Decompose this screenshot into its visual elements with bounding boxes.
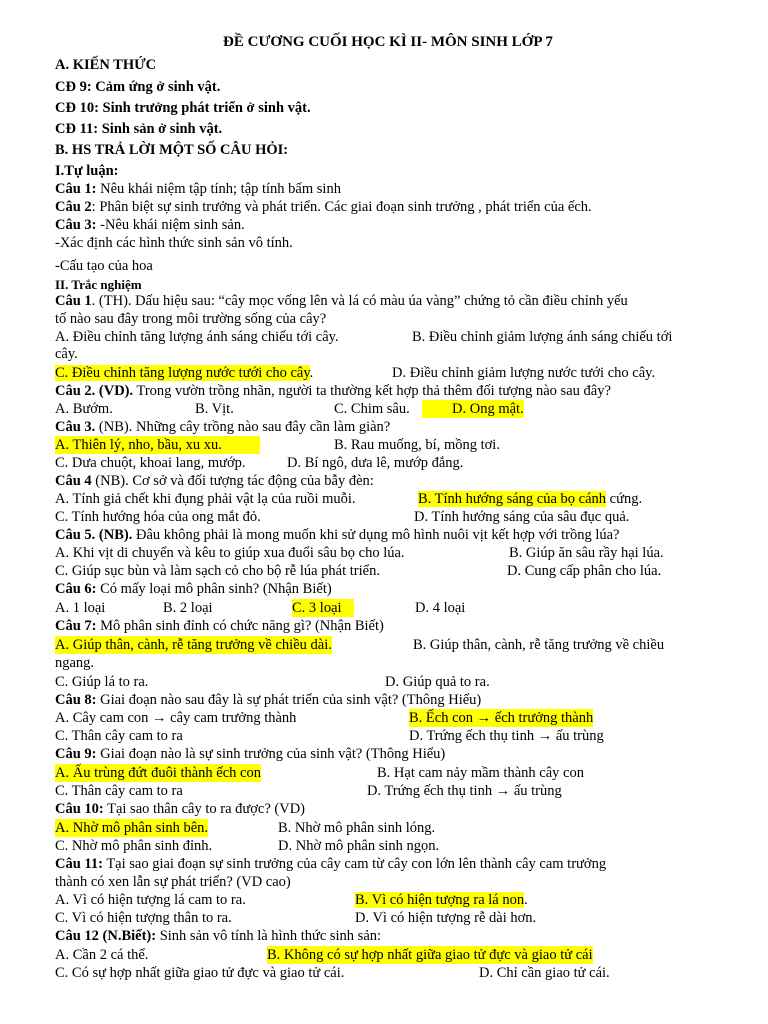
mcq-q7-text: Mô phân sinh đỉnh có chức năng gì? (Nhận Biết) bbox=[96, 618, 384, 634]
essay-q3-part-b: -Xác định các hình thức sinh sản vô tính. bbox=[55, 235, 293, 251]
mcq-q10 bbox=[55, 800, 305, 818]
mcq-q1-option-d: D. Điều chỉnh giảm lượng nước tưới cho cây. bbox=[392, 365, 656, 381]
mcq-q1-option-b: B. Điều chỉnh giảm lượng ánh sáng chiếu tới bbox=[412, 329, 673, 345]
mcq-q3-option-a: A. Thiên lý, nho, bầu, xu xu. bbox=[55, 436, 260, 454]
mcq-q5-options-ab bbox=[55, 544, 721, 562]
topic-cd11: CĐ 11: Sinh sản ở sinh vật. bbox=[55, 121, 223, 137]
mcq-q6-option-b: B. 2 loại bbox=[163, 600, 213, 616]
mcq-q2-option-d: D. Ong mật. bbox=[422, 400, 524, 418]
mcq-q11 bbox=[55, 855, 606, 873]
mcq-q2-label: Câu 2. (VD). bbox=[55, 383, 134, 399]
mcq-q4-text: (NB). Cơ sở và đối tượng tác động của bẫy đèn: bbox=[91, 473, 374, 489]
mcq-q4-option-b: B. Tính hướng sáng của bọ cánh bbox=[418, 491, 607, 507]
mcq-q9-text: Giai đoạn nào là sự sinh trưởng của sinh vật? (Thông Hiểu) bbox=[96, 746, 446, 762]
mcq-q6-option-a: A. 1 loại bbox=[55, 600, 106, 616]
mcq-q4-label: Câu 4 bbox=[55, 473, 92, 489]
mcq-q11-option-b-dot: . bbox=[524, 892, 528, 908]
mcq-q1-label: Câu 1 bbox=[55, 293, 92, 309]
mcq-q8-option-c: C. Thân cây cam to ra bbox=[55, 728, 183, 744]
mcq-q11-option-c: C. Vì có hiện tượng thân to ra. bbox=[55, 910, 232, 926]
mcq-q11-option-a: A. Vì có hiện tượng lá cam to ra. bbox=[55, 892, 246, 908]
mcq-q11-option-d: D. Vì có hiện tượng rễ dài hơn. bbox=[355, 910, 537, 926]
mcq-q9-option-c: C. Thân cây cam to ra bbox=[55, 783, 183, 799]
mcq-q10-option-a: A. Nhờ mô phân sinh bên. bbox=[55, 820, 209, 836]
mcq-q9-option-b: B. Hạt cam nảy mầm thành cây con bbox=[377, 765, 584, 781]
mcq-q8 bbox=[55, 691, 481, 709]
topic-cd10: CĐ 10: Sinh trưởng phát triển ở sinh vật. bbox=[55, 100, 311, 116]
mcq-q10-option-b: B. Nhờ mô phân sinh lóng. bbox=[278, 820, 436, 836]
mcq-q12-option-b: B. Không có sự hợp nhất giữa giao tử đực và giao tử cái bbox=[267, 947, 593, 963]
mcq-q4-option-d: D. Tính hướng sáng của sâu đục quả. bbox=[414, 509, 630, 525]
mcq-q11-option-b: B. Vì có hiện tượng ra lá non bbox=[355, 892, 525, 908]
mcq-q7-option-b: B. Giúp thân, cành, rễ tăng trưởng về chiều bbox=[413, 637, 665, 653]
mcq-q1-text: . (TH). Dấu hiệu sau: “cây mọc vống lên và lá có màu úa vàng” chứng tỏ cần điều chỉnh yếu bbox=[91, 293, 628, 309]
mcq-q7-options-ab bbox=[55, 636, 721, 654]
mcq-q10-text: Tại sao thân cây to ra được? (VD) bbox=[103, 801, 306, 817]
mcq-q11-options-cd bbox=[55, 909, 721, 927]
mcq-q10-option-c: C. Nhờ mô phân sinh đỉnh. bbox=[55, 838, 213, 854]
mcq-q11-label: Câu 11: bbox=[55, 856, 103, 872]
mcq-q7-option-d: D. Giúp quả to ra. bbox=[385, 674, 490, 690]
mcq-q5-option-b: B. Giúp ăn sâu rầy hại lúa. bbox=[509, 545, 664, 561]
mcq-q11-text-cont: thành có xen lẫn sự phát triển? (VD cao) bbox=[55, 874, 291, 890]
mcq-q2-option-b: B. Vịt. bbox=[195, 401, 234, 417]
essay-q2 bbox=[55, 198, 592, 216]
mcq-q7 bbox=[55, 617, 384, 635]
essay-q3-label: Câu 3: bbox=[55, 217, 97, 233]
mcq-q4-option-c: C. Tính hướng hóa của ong mắt đỏ. bbox=[55, 509, 261, 525]
mcq-q12-text: Sinh sản vô tính là hình thức sinh sản: bbox=[156, 928, 382, 944]
mcq-q6-options bbox=[55, 599, 721, 617]
mcq-q8-text: Giai đoạn nào sau đây là sự phát triển của sinh vật? (Thông Hiểu) bbox=[96, 692, 482, 708]
essay-q1-label: Câu 1: bbox=[55, 181, 97, 197]
mcq-q7-option-c: C. Giúp lá to ra. bbox=[55, 674, 149, 690]
essay-heading: I.Tự luận: bbox=[55, 163, 119, 179]
mcq-heading: II. Trắc nghiệm bbox=[55, 277, 142, 292]
mcq-q1-options-ab bbox=[55, 328, 721, 346]
page-title: ĐỀ CƯƠNG CUỐI HỌC KÌ II- MÔN SINH LỚP 7 bbox=[223, 34, 553, 50]
mcq-q12-option-c: C. Có sự hợp nhất giữa giao tử đực và giao tử cái. bbox=[55, 965, 345, 981]
essay-q3 bbox=[55, 216, 245, 234]
mcq-q12-options-ab bbox=[55, 946, 721, 964]
mcq-q12-options-cd bbox=[55, 964, 721, 982]
section-a-heading: A. KIẾN THỨC bbox=[55, 57, 157, 73]
mcq-q6-option-c: C. 3 loại bbox=[292, 599, 354, 617]
mcq-q2 bbox=[55, 382, 611, 400]
mcq-q1 bbox=[55, 292, 628, 310]
mcq-q12 bbox=[55, 927, 381, 945]
mcq-q10-label: Câu 10: bbox=[55, 801, 104, 817]
mcq-q5-text: Đâu không phải là mong muốn khi sử dụng mô hình nuôi vịt kết hợp với trồng lúa? bbox=[132, 527, 620, 543]
mcq-q11-options-ab bbox=[55, 891, 721, 909]
mcq-q8-option-b: B. Ếch con → ếch trưởng thành bbox=[409, 710, 594, 726]
mcq-q5-option-a: A. Khi vịt di chuyển và kêu to giúp xua đuổi sâu bọ cho lúa. bbox=[55, 545, 405, 561]
mcq-q2-options bbox=[55, 400, 721, 418]
mcq-q3-text: (NB). Những cây trồng nào sau đây cần làm giàn? bbox=[95, 419, 391, 435]
mcq-q1-text-cont: tố nào sau đây trong môi trường sống của cây? bbox=[55, 311, 327, 327]
mcq-q10-option-d: D. Nhờ mô phân sinh ngọn. bbox=[278, 838, 440, 854]
mcq-q5 bbox=[55, 526, 620, 544]
mcq-q3 bbox=[55, 418, 390, 436]
mcq-q5-option-c: C. Giúp sục bùn và làm sạch cỏ cho bộ rễ lúa phát triển. bbox=[55, 563, 380, 579]
section-b-heading: B. HS TRẢ LỜI MỘT SỐ CÂU HỎI: bbox=[55, 142, 289, 158]
mcq-q6 bbox=[55, 580, 332, 598]
mcq-q9-options-ab bbox=[55, 764, 721, 782]
mcq-q3-options-cd bbox=[55, 454, 721, 472]
mcq-q6-option-d: D. 4 loại bbox=[415, 600, 466, 616]
mcq-q9-options-cd bbox=[55, 782, 721, 800]
essay-q3-text: -Nêu khái niệm sinh sản. bbox=[96, 217, 245, 233]
mcq-q12-option-a: A. Cần 2 cá thể. bbox=[55, 947, 149, 963]
mcq-q5-options-cd bbox=[55, 562, 721, 580]
mcq-q7-label: Câu 7: bbox=[55, 618, 97, 634]
mcq-q8-label: Câu 8: bbox=[55, 692, 97, 708]
mcq-q3-option-b: B. Rau muống, bí, mồng tơi. bbox=[334, 437, 500, 453]
mcq-q3-options-ab bbox=[55, 436, 721, 454]
mcq-q7-options-cd bbox=[55, 673, 721, 691]
mcq-q7-option-a: A. Giúp thân, cành, rễ tăng trưởng về chiều dài. bbox=[55, 637, 332, 653]
mcq-q2-option-a: A. Bướm. bbox=[55, 401, 113, 417]
mcq-q1-option-c: C. Điều chỉnh tăng lượng nước tưới cho cây bbox=[55, 365, 310, 381]
essay-q3-part-c: -Cấu tạo của hoa bbox=[55, 258, 153, 274]
mcq-q5-label: Câu 5. (NB). bbox=[55, 527, 133, 543]
essay-q2-text: : Phân biệt sự sinh trưởng và phát triển. Các giai đoạn sinh trưởng , phát triển của ếch. bbox=[91, 199, 592, 215]
mcq-q8-option-d: D. Trứng ếch thụ tinh → ấu trùng bbox=[409, 728, 604, 744]
mcq-q9-option-a: A. Ấu trùng đứt đuôi thành ếch con bbox=[55, 765, 261, 781]
mcq-q1-options-cd bbox=[55, 364, 721, 382]
mcq-q4-options-cd bbox=[55, 508, 721, 526]
mcq-q1-option-a: A. Điều chỉnh tăng lượng ánh sáng chiếu tới cây. bbox=[55, 329, 339, 345]
mcq-q12-option-d: D. Chỉ cần giao tử cái. bbox=[479, 965, 610, 981]
mcq-q8-options-ab bbox=[55, 709, 721, 727]
mcq-q5-option-d: D. Cung cấp phân cho lúa. bbox=[507, 563, 662, 579]
essay-q1-text: Nêu khái niệm tập tính; tập tính bẩm sinh bbox=[96, 181, 341, 197]
mcq-q12-label: Câu 12 (N.Biết): bbox=[55, 928, 157, 944]
mcq-q6-label: Câu 6: bbox=[55, 581, 97, 597]
essay-q2-label: Câu 2 bbox=[55, 199, 92, 215]
mcq-q11-text: Tại sao giai đoạn sự sinh trưởng của cây cam từ cây con lớn lên thành cây cam trưởng bbox=[102, 856, 607, 872]
mcq-q3-option-c: C. Dưa chuột, khoai lang, mướp. bbox=[55, 455, 246, 471]
mcq-q9-option-d: D. Trứng ếch thụ tinh → ấu trùng bbox=[367, 783, 562, 799]
mcq-q4 bbox=[55, 472, 374, 490]
mcq-q3-label: Câu 3. bbox=[55, 419, 96, 435]
mcq-q1-option-b-cont: cây. bbox=[55, 346, 78, 362]
mcq-q4-option-a: A. Tính giả chết khi đụng phải vật lạ của ruồi muỗi. bbox=[55, 491, 356, 507]
topic-cd9: CĐ 9: Cảm ứng ở sinh vật. bbox=[55, 79, 221, 95]
mcq-q10-options-ab bbox=[55, 819, 721, 837]
mcq-q8-option-a: A. Cây cam con → cây cam trưởng thành bbox=[55, 710, 297, 726]
mcq-q9-label: Câu 9: bbox=[55, 746, 97, 762]
mcq-q3-option-d: D. Bí ngô, dưa lê, mướp đắng. bbox=[287, 455, 464, 471]
mcq-q8-options-cd bbox=[55, 727, 721, 745]
mcq-q2-option-c: C. Chim sâu. bbox=[334, 401, 410, 417]
mcq-q4-options-ab bbox=[55, 490, 721, 508]
mcq-q10-options-cd bbox=[55, 837, 721, 855]
mcq-q2-text: Trong vườn trồng nhãn, người ta thường kết hợp thả thêm đối tượng nào sau đây? bbox=[133, 383, 611, 399]
mcq-q7-option-b-cont: ngang. bbox=[55, 655, 95, 671]
essay-q1 bbox=[55, 180, 341, 198]
mcq-q9 bbox=[55, 745, 445, 763]
mcq-q4-option-b-tail: cứng. bbox=[606, 491, 643, 507]
mcq-q6-text: Có mấy loại mô phân sinh? (Nhận Biết) bbox=[96, 581, 332, 597]
mcq-q1-option-c-dot: . bbox=[309, 365, 314, 381]
